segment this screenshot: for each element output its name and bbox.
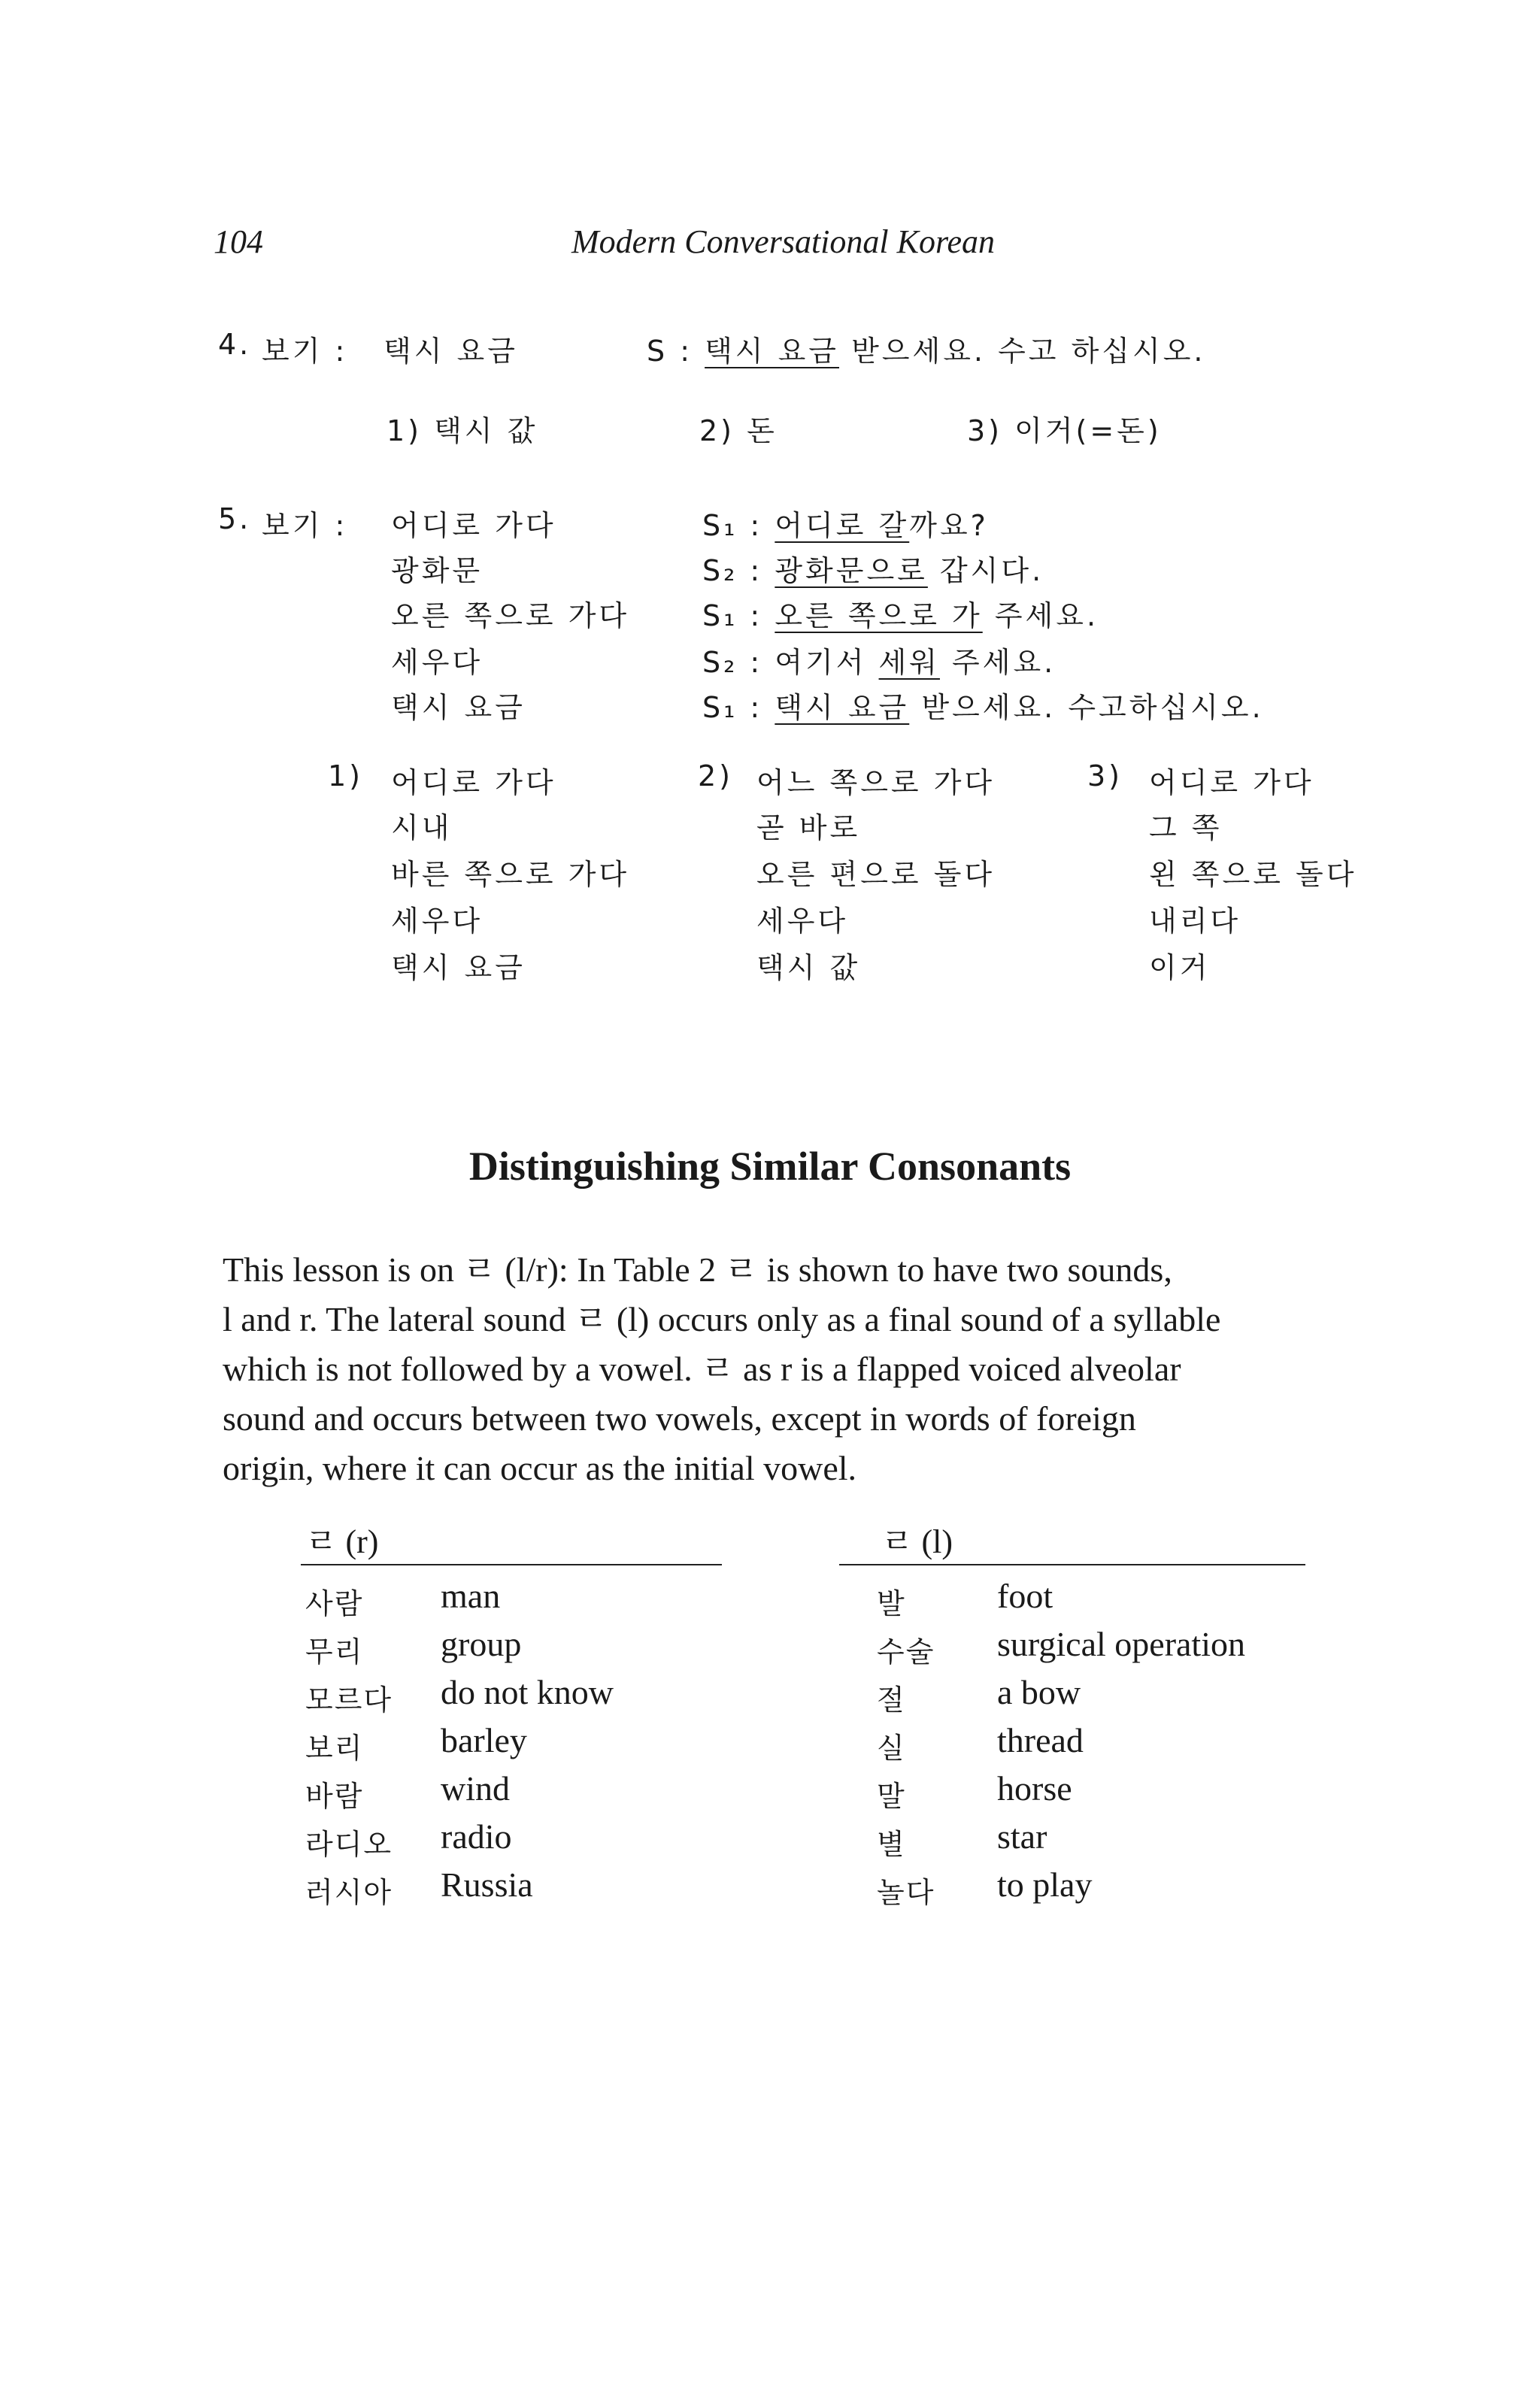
table-right-ko-6: 별 [877, 1828, 906, 1861]
column-3-line-5: 이거 [1149, 951, 1211, 984]
table-right-header: ㄹ (l) [881, 1523, 953, 1560]
dialogue-line-4: S₂ : 여기서 세워 주세요. [702, 646, 1056, 679]
example-word-3: 오른 쪽으로 가다 [391, 599, 630, 632]
column-2-line-1: 어느 쪽으로 가다 [756, 766, 996, 799]
column-1-line-1: 어디로 가다 [391, 766, 556, 799]
exercise-4-number: 4. [218, 328, 252, 361]
table-left-en-4: barley [441, 1721, 527, 1759]
exercise-5-example-label: 보기 : [262, 509, 348, 542]
exercise-5-number: 5. [218, 502, 252, 535]
table-left-rule [301, 1564, 722, 1565]
underlined-phrase: 어디로 갈 [775, 509, 910, 542]
paragraph-line: This lesson is on ㄹ (l/r): In Table 2 ㄹ is shown to have two sounds, [223, 1250, 1172, 1289]
exercise-4-example-word: 택시 요금 [383, 335, 518, 368]
column-1-line-2: 시내 [391, 811, 453, 844]
column-3-line-1: 어디로 가다 [1149, 766, 1314, 799]
table-right-ko-5: 말 [877, 1780, 906, 1813]
table-right-ko-1: 발 [877, 1587, 906, 1620]
table-right-ko-7: 놀다 [877, 1876, 935, 1909]
table-left-en-6: radio [441, 1817, 512, 1856]
column-3-line-2: 그 쪽 [1149, 811, 1223, 844]
table-left-header: ㄹ (r) [305, 1523, 379, 1560]
column-2-line-4: 세우다 [756, 905, 849, 938]
underlined-phrase: 택시 요금 [775, 691, 910, 724]
section-title: Distinguishing Similar Consonants [468, 1144, 1072, 1189]
paragraph-line: origin, where it can occur as the initial vowel. [223, 1449, 857, 1487]
dialogue-line-5: S₁ : 택시 요금 받으세요. 수고하십시오. [702, 691, 1264, 724]
table-right-en-6: star [997, 1817, 1047, 1856]
column-2-line-5: 택시 값 [756, 951, 861, 984]
table-left-ko-2: 무리 [305, 1635, 364, 1668]
underlined-phrase: 광화문으로 [775, 554, 928, 587]
table-right-ko-3: 절 [877, 1683, 906, 1717]
column-2-line-2: 곧 바로 [756, 811, 861, 844]
table-right-en-5: horse [997, 1769, 1072, 1808]
paragraph-line: l and r. The lateral sound ㄹ (l) occurs only as a final sound of a syllable [223, 1300, 1221, 1338]
table-left-en-5: wind [441, 1769, 510, 1808]
example-word-5: 택시 요금 [391, 691, 526, 724]
exercise-4-item-1: 1) 택시 값 [387, 414, 538, 447]
table-right-en-4: thread [997, 1721, 1084, 1759]
table-left-ko-3: 모르다 [305, 1683, 393, 1717]
section-paragraph [223, 1245, 1393, 1493]
table-left-en-2: group [441, 1625, 522, 1663]
exercise-4-example-label: 보기 : [262, 335, 348, 368]
table-right-ko-4: 실 [877, 1732, 906, 1765]
column-1-line-5: 택시 요금 [391, 951, 526, 984]
column-3-line-4: 내리다 [1149, 905, 1241, 938]
table-right-en-7: to play [997, 1865, 1093, 1904]
table-left-en-7: Russia [441, 1865, 533, 1904]
table-right-en-2: surgical operation [997, 1625, 1245, 1663]
table-right-rule [839, 1564, 1305, 1565]
dialogue-line-1: S₁ : 어디로 갈까요? [702, 509, 989, 542]
exercise-4-item-2: 2) 돈 [699, 414, 778, 447]
table-left-ko-5: 바람 [305, 1780, 364, 1813]
dialogue-line-2: S₂ : 광화문으로 갑시다. [702, 554, 1044, 587]
paragraph-line: sound and occurs between two vowels, except in words of foreign [223, 1399, 1136, 1438]
table-left-ko-1: 사람 [305, 1587, 364, 1620]
table-right-ko-2: 수술 [877, 1635, 935, 1668]
column-1-line-3: 바른 쪽으로 가다 [391, 858, 630, 891]
book-title: Modern Conversational Korean [571, 223, 995, 260]
column-2-number: 2) [698, 759, 734, 792]
table-left-ko-7: 러시아 [305, 1876, 393, 1909]
exercise-4-sentence: S : 택시 요금 받으세요. 수고 하십시오. [647, 335, 1206, 368]
exercise-4-item-3: 3) 이거(=돈) [967, 414, 1162, 447]
table-left-en-3: do not know [441, 1673, 614, 1711]
page-number: 104 [214, 223, 263, 260]
column-3-number: 3) [1087, 759, 1123, 792]
column-2-line-3: 오른 편으로 돌다 [756, 858, 996, 891]
underlined-phrase: 오른 쪽으로 가 [775, 599, 983, 632]
dialogue-line-3: S₁ : 오른 쪽으로 가 주세요. [702, 599, 1099, 632]
table-right-en-3: a bow [997, 1673, 1081, 1711]
table-left-ko-4: 보리 [305, 1732, 364, 1765]
column-1-line-4: 세우다 [391, 905, 484, 938]
example-word-2: 광화문 [391, 554, 484, 587]
example-word-4: 세우다 [391, 646, 484, 679]
underlined-phrase: 세워 [878, 646, 940, 679]
example-word-1: 어디로 가다 [391, 509, 556, 542]
column-3-line-3: 왼 쪽으로 돌다 [1149, 858, 1357, 891]
column-1-number: 1) [328, 759, 364, 792]
table-right-en-1: foot [997, 1577, 1053, 1615]
paragraph-line: which is not followed by a vowel. ㄹ as r is a flapped voiced alveolar [223, 1350, 1181, 1388]
underlined-phrase: 택시 요금 [705, 335, 840, 368]
table-left-ko-6: 라디오 [305, 1828, 393, 1861]
table-left-en-1: man [441, 1577, 501, 1615]
